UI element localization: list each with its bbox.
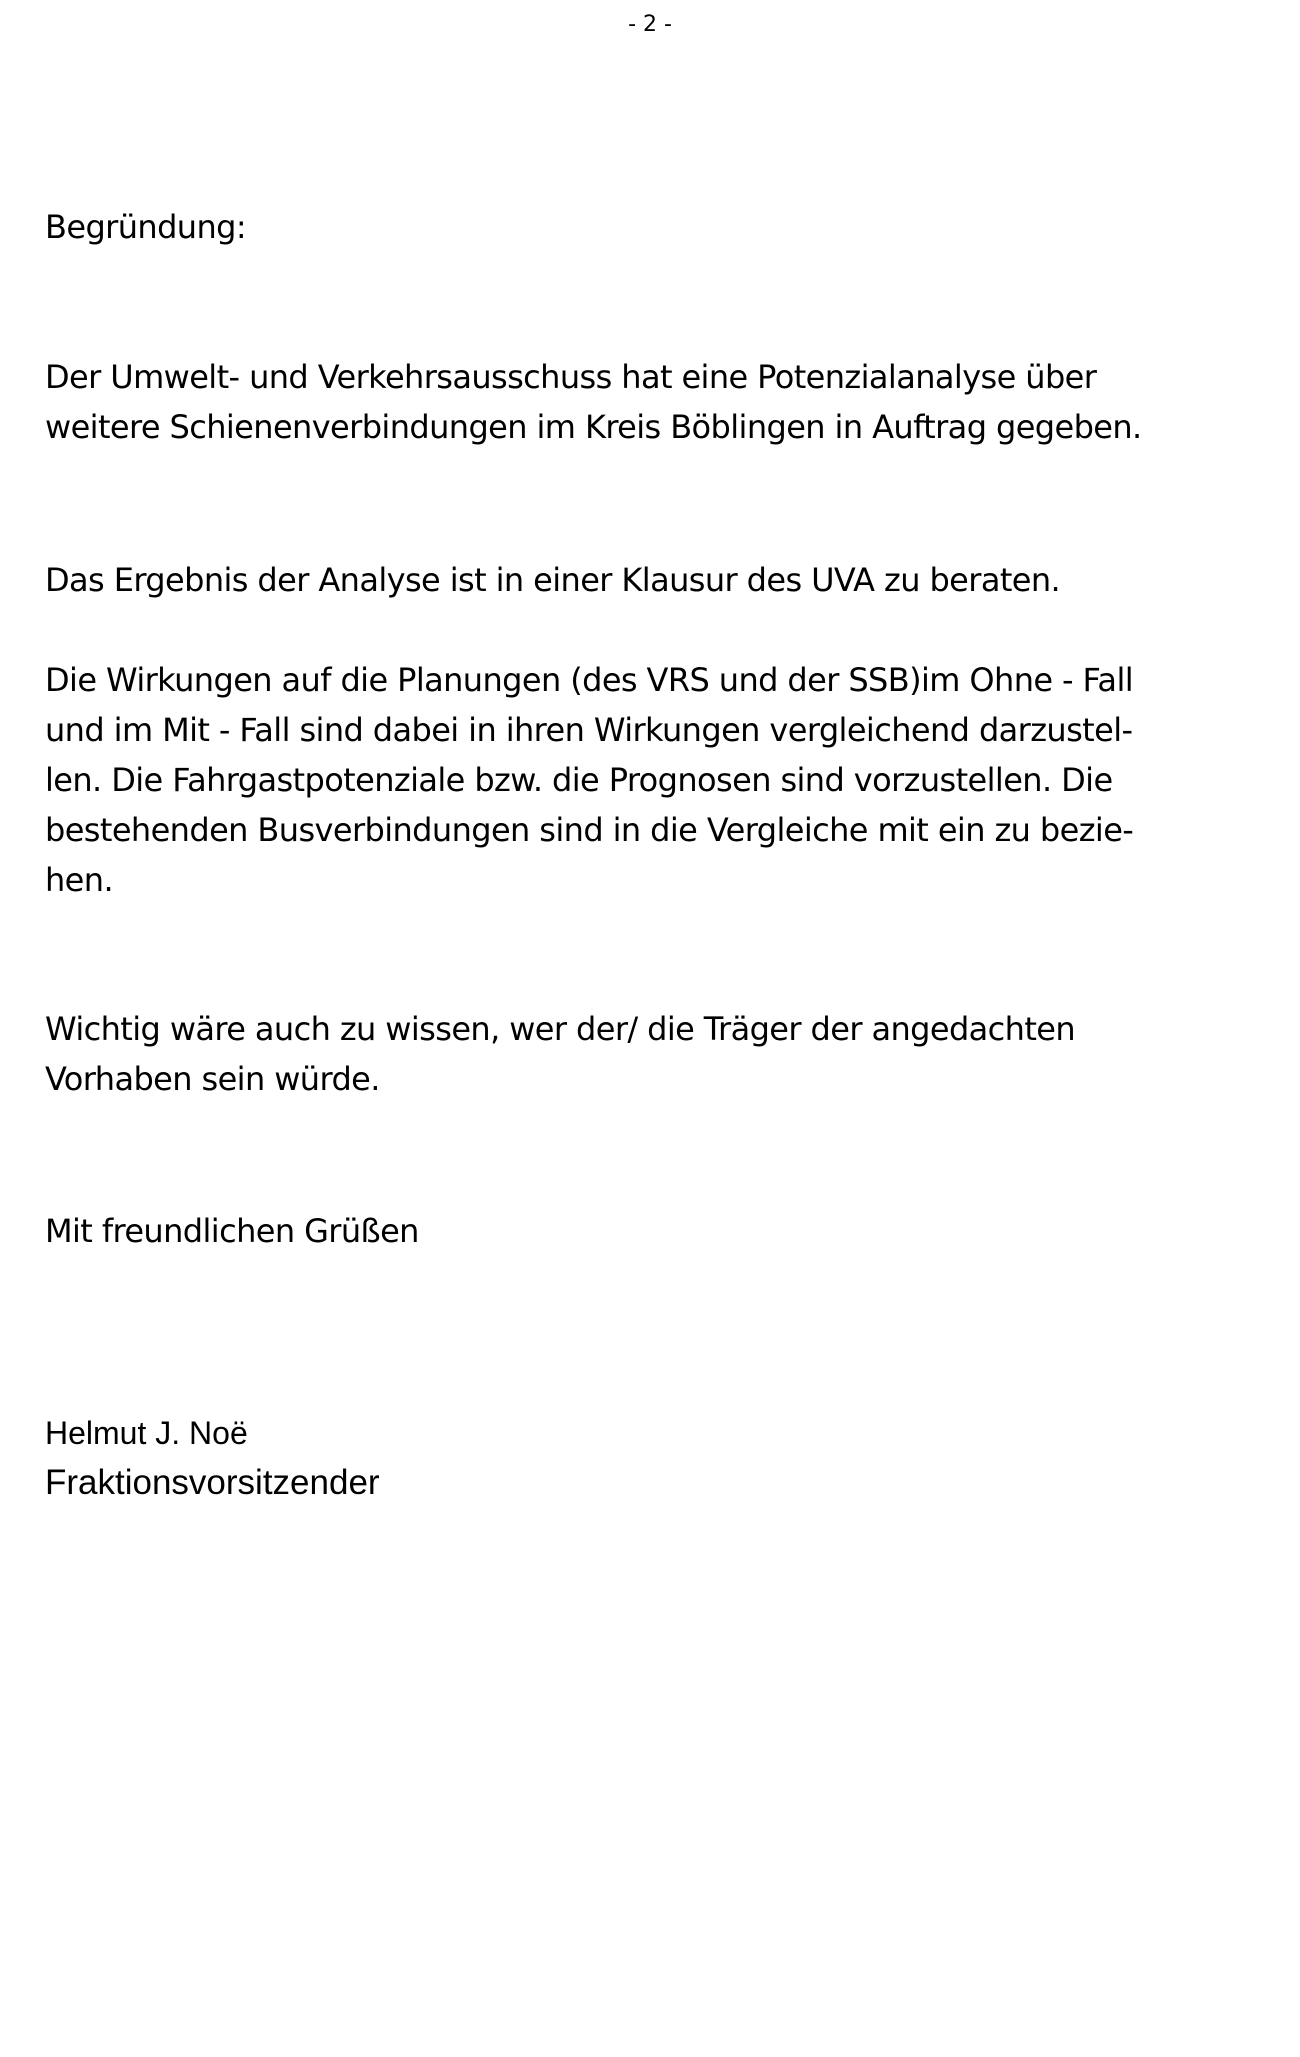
paragraph-4 [45,1004,1265,1104]
paragraph-line: Wichtig wäre auch zu wissen, wer der/ die Träger der angedachten [45,1010,1076,1048]
paragraph-line: len. Die Fahrgastpotenziale bzw. die Prognosen sind vorzustellen. Die [45,761,1113,799]
paragraph-line: Die Wirkungen auf die Planungen (des VRS und der SSB)im Ohne - Fall [45,661,1134,699]
signature-title: Fraktionsvorsitzender [45,1463,380,1502]
paragraph-line: weitere Schienenverbindungen im Kreis Böblingen in Auftrag gegeben. [45,408,1142,446]
signature-name: Helmut J. Noë [45,1415,248,1451]
paragraph-line: und im Mit - Fall sind dabei in ihren Wirkungen vergleichend darzustel- [45,711,1133,749]
heading-begruendung [45,202,1265,252]
closing-text: Mit freundlichen Grüßen [45,1212,419,1250]
paragraph-line: Vorhaben sein würde. [45,1060,380,1098]
heading-text: Begründung: [45,208,247,246]
paragraph-line: hen. [45,861,114,899]
paragraph-line: bestehenden Busverbindungen sind in die Vergleiche mit ein zu bezie- [45,811,1134,849]
closing-greeting [45,1206,1265,1256]
paragraph-line: Der Umwelt- und Verkehrsausschuss hat eine Potenzialanalyse über [45,358,1097,396]
page-number: - 2 - [628,12,672,37]
paragraph-3 [45,655,1265,905]
paragraph-line: Das Ergebnis der Analyse ist in einer Klausur des UVA zu beraten. [45,561,1061,599]
paragraph-2 [45,555,1265,605]
paragraph-1 [45,352,1265,452]
